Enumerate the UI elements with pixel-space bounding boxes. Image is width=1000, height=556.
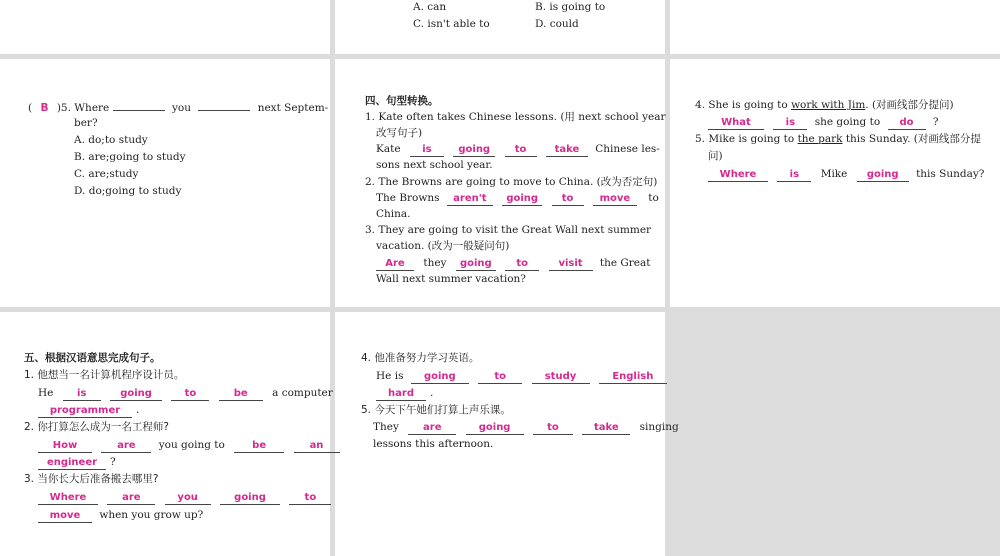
s4-q1-answer-line: [376, 142, 660, 157]
answer: are: [107, 492, 155, 505]
answer: going: [453, 144, 495, 157]
text: . (对画线部分提问): [865, 99, 954, 111]
answer: going: [857, 169, 909, 182]
s5-q4-answer-line: [376, 369, 667, 384]
s5-q4-answer-line2: [376, 386, 433, 401]
answer: going: [456, 258, 496, 271]
answer: to: [171, 388, 209, 401]
word: they: [423, 257, 447, 269]
panel-mid-left: [0, 59, 330, 307]
text: 5. Mike is going to: [695, 133, 798, 145]
q5-option-a: A. do;to study: [74, 134, 148, 146]
text: she going to: [814, 116, 881, 128]
word-you: you: [171, 102, 191, 114]
answer: Where: [38, 492, 98, 505]
word: He is: [376, 370, 404, 382]
answer: to: [478, 371, 522, 384]
answer: to: [505, 144, 537, 157]
r-q5-answer-line: [708, 167, 984, 182]
answer: going: [411, 371, 469, 384]
option-b: B. is going to: [535, 1, 606, 13]
word: a computer: [272, 387, 333, 399]
option-d: D. could: [535, 18, 579, 30]
answer: move: [38, 510, 92, 523]
answer: going: [502, 193, 542, 206]
answer: to: [289, 492, 331, 505]
word: Kate: [376, 143, 401, 155]
panel-top-right: [670, 0, 1000, 54]
answer: is: [773, 117, 807, 130]
option-c: C. isn't able to: [413, 18, 490, 30]
answer: Are: [376, 258, 414, 271]
panel-top-left: [0, 0, 330, 54]
word: .: [430, 387, 434, 399]
answer: to: [505, 258, 539, 271]
word: the Great: [599, 257, 651, 269]
question-text: )5. Where: [56, 102, 110, 114]
word: to: [648, 192, 659, 204]
text: ?: [932, 116, 939, 128]
answer: going: [466, 422, 524, 435]
r-q4-answer-line: [708, 115, 938, 130]
answer: do: [888, 117, 926, 130]
section-4-title: 四、句型转换。: [365, 95, 439, 107]
s4-q3-answer-line: [376, 256, 651, 271]
answer: How: [38, 440, 92, 453]
answer: going: [110, 388, 162, 401]
panel-mid-right: [670, 59, 1000, 307]
word: you going to: [158, 439, 225, 451]
answer: Where: [708, 169, 768, 182]
s4-q3-c: Wall next summer vacation?: [376, 273, 526, 285]
text: this Sunday. (对画线部分提: [842, 133, 981, 145]
s5-q2: 2. 你打算怎么成为一名工程师?: [24, 421, 169, 433]
s5-q5: 5. 今天下午她们打算上声乐课。: [361, 404, 511, 416]
s5-q2-answer-line2: [38, 455, 116, 470]
word: ?: [110, 456, 116, 468]
option-a: A. can: [413, 1, 447, 13]
s4-q1: 1. Kate often takes Chinese lessons. (用 next school year: [365, 111, 666, 123]
s5-q3: 3. 当你长大后准备搬去哪里?: [24, 473, 159, 485]
answer: is: [63, 388, 101, 401]
s5-q1-answer-line: [38, 386, 333, 401]
s4-q2: 2. The Browns are going to move to China. (改为否定句): [365, 176, 658, 188]
answer: take: [546, 144, 588, 157]
answer: study: [532, 371, 590, 384]
blank: [113, 99, 165, 111]
s5-q5-c: lessons this afternoon.: [373, 438, 494, 450]
s4-q1-c: sons next school year.: [376, 159, 493, 171]
answer: aren't: [447, 193, 493, 206]
section-5-title: 五、根据汉语意思完成句子。: [24, 352, 161, 364]
answer: to: [533, 422, 573, 435]
answer: an: [294, 440, 340, 453]
answer: What: [708, 117, 764, 130]
answer: take: [582, 422, 630, 435]
answer: going: [220, 492, 280, 505]
text: Mike: [820, 168, 848, 180]
s5-q1-answer-line2: [38, 403, 139, 418]
answer: are: [101, 440, 151, 453]
answer: be: [234, 440, 284, 453]
s5-q5-answer-line: [373, 420, 679, 435]
r-q4: [695, 98, 954, 112]
q5-option-d: D. do;going to study: [74, 185, 182, 197]
question-5: [28, 99, 328, 115]
s4-q2-c: China.: [376, 208, 411, 220]
s4-q1-b: 改写句子): [376, 127, 423, 139]
word: when you grow up?: [99, 509, 204, 521]
answer: visit: [549, 258, 593, 271]
word: The Browns: [376, 192, 440, 204]
answer-choice: B: [40, 102, 49, 114]
underlined-text: work with Jim: [791, 99, 866, 111]
word: They: [373, 421, 399, 433]
answer: English: [599, 371, 667, 384]
s5-q3-answer-line: [38, 490, 331, 505]
answer: programmer: [38, 405, 132, 418]
answer: be: [219, 388, 263, 401]
paren-open: (: [28, 102, 33, 114]
word: He: [38, 387, 54, 399]
s5-q2-answer-line: [38, 438, 340, 453]
question-5-cont: ber?: [74, 117, 98, 129]
underlined-text: the park: [797, 133, 843, 145]
s4-q2-answer-line: [376, 191, 659, 206]
answer: engineer: [38, 457, 106, 470]
panel-top-middle: [335, 0, 665, 54]
answer: move: [593, 193, 637, 206]
answer: is: [777, 169, 811, 182]
q5-option-b: B. are;going to study: [74, 151, 186, 163]
answer: are: [408, 422, 456, 435]
text: 4. She is going to: [695, 99, 792, 111]
answer: hard: [376, 388, 426, 401]
s4-q3: 3. They are going to visit the Great Wall next summer: [365, 224, 652, 236]
s5-q4: 4. 他准备努力学习英语。: [361, 352, 480, 364]
word-next: next Septem-: [257, 102, 329, 114]
s5-q1: 1. 他想当一名计算机程序设计员。: [24, 369, 185, 381]
answer: is: [410, 144, 444, 157]
s4-q3-b: vacation. (改为一般疑问句): [376, 240, 510, 252]
blank: [198, 99, 250, 111]
r-q5: [695, 132, 981, 146]
word: .: [136, 404, 140, 416]
word: Chinese les-: [595, 143, 660, 155]
s5-q3-answer-line2: [38, 508, 203, 523]
word: singing: [639, 421, 679, 433]
r-q5-b: 问): [708, 150, 723, 162]
answer: to: [552, 193, 584, 206]
q5-option-c: C. are;study: [74, 168, 139, 180]
text: this Sunday?: [916, 168, 985, 180]
answer: you: [165, 492, 211, 505]
